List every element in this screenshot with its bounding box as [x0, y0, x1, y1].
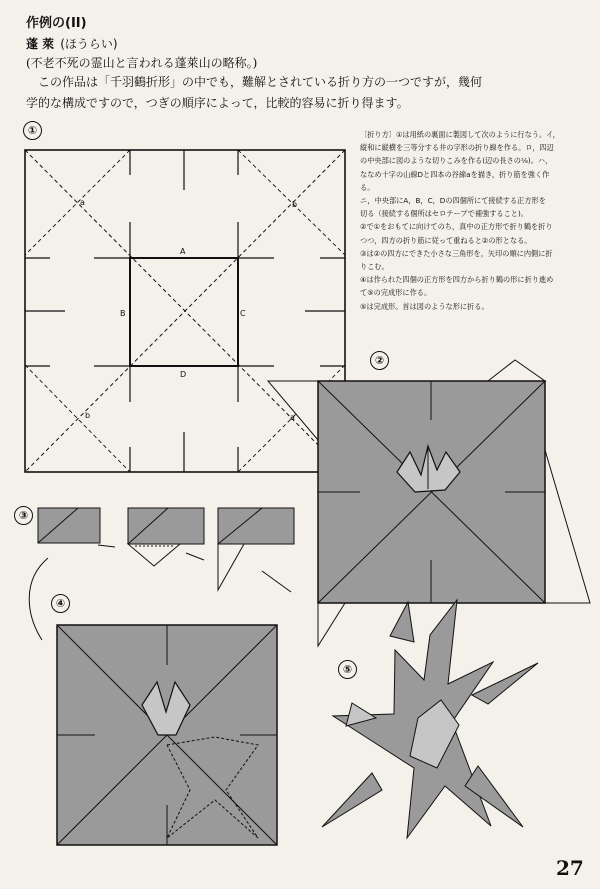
step-2-marker: ② — [370, 351, 389, 370]
diagram-5-completed-model — [322, 600, 538, 838]
instruction-line: りこむ。 — [360, 262, 389, 272]
step-1-marker: ① — [23, 121, 42, 140]
instruction-line: ⑤は完成形。首は図のような形に折る。 — [360, 301, 489, 311]
diagram-2-folded-base — [268, 360, 590, 646]
section-heading: 作例の(II) — [26, 16, 87, 31]
diagram-1-crease-pattern — [25, 150, 345, 472]
instruction-line: る。 — [360, 182, 375, 192]
instruction-line: て⑤の完成形に作る。 — [360, 288, 432, 298]
instruction-line: 〔折り方〕①は用紙の裏面に製図して次のように行なう。イ， — [360, 130, 560, 139]
instruction-line: ③は②の四方にできた小さな三角形を，矢印の順に内側に折 — [360, 248, 553, 258]
label-D: D — [180, 370, 187, 379]
label-A: A — [180, 247, 186, 256]
label-b: b — [85, 411, 91, 420]
label-B: B — [120, 309, 126, 318]
step-5-marker: ⑤ — [338, 660, 357, 679]
step-3-marker: ③ — [14, 506, 33, 525]
label-a: a — [290, 413, 295, 422]
page-number: 27 — [556, 856, 584, 880]
work-title-reading: (ほうらい) — [60, 37, 118, 51]
work-title-text: 蓬 萊 — [26, 37, 55, 51]
label-C: C — [240, 309, 246, 318]
intro-paragraph: この作品は「千羽鶴折形」の中でも，難解とされている折り方の一つですが，幾何学的な構成ですので，つぎの順序によって，比較的容易に折り得ます。 — [26, 75, 483, 110]
instruction-line: ②で①をおもてに向けてのち，真中の正方形で折り鶴を折り — [360, 222, 553, 232]
instruction-line: の中央部に図のような切りこみを作る(辺の長さの⅛)。ハ， — [360, 156, 553, 166]
instruction-line: ニ，中央部にA，B，C，Dの四個所にて接続する正方形を — [360, 196, 546, 206]
instruction-line: 縦和に縦横を三等分する井の字形の折り線を作る。ロ，四辺 — [360, 143, 554, 153]
label-b: b — [292, 200, 298, 209]
label-a: a — [80, 198, 85, 207]
instruction-line: 切る（接続する個所はセロテープで補強すること)。 — [360, 209, 528, 219]
instruction-line: ④は作られた四個の正方形を四方から折り鶴の形に折り進め — [360, 275, 554, 285]
work-subtitle: (不老不死の霊山と言われる蓬萊山の略称。) — [26, 56, 258, 70]
instruction-line: ななめ十字の山線Dと四本の谷線aを描き，折り筋を強く作 — [360, 169, 550, 179]
diagram-4-four-squares — [57, 625, 277, 845]
instruction-line: つつ，四方の折り筋に従って重ねると②の形となる。 — [360, 235, 532, 245]
diagram-3-sequence — [29, 508, 294, 640]
step-4-marker: ④ — [51, 594, 70, 613]
